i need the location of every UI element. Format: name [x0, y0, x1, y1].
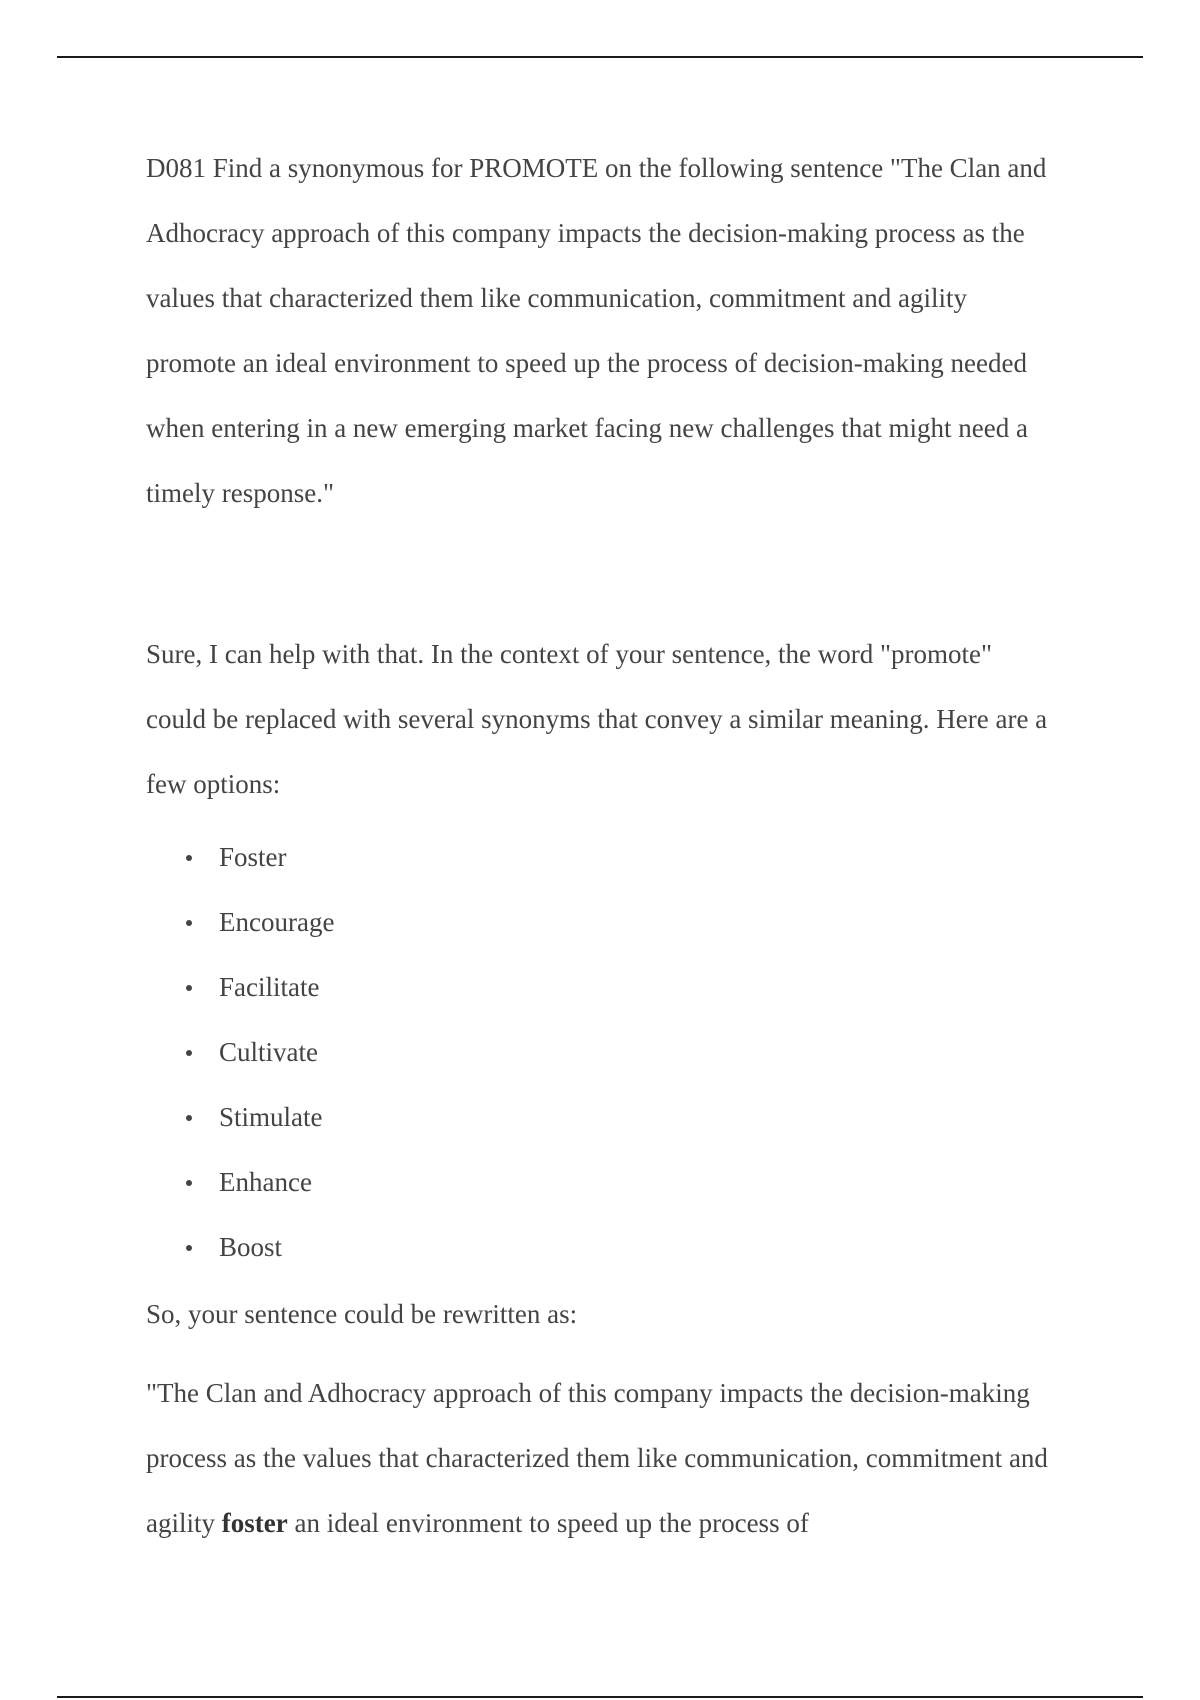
bullet-icon: [186, 985, 192, 991]
bullet-icon: [186, 1050, 192, 1056]
bullet-icon: [186, 1245, 192, 1251]
rewritten-sentence-paragraph: [146, 1361, 1051, 1556]
synonym-label: Foster: [219, 842, 287, 872]
synonym-label: Encourage: [219, 907, 335, 937]
document-body: [146, 136, 1056, 1556]
list-item: [186, 890, 1056, 955]
rewrite-text-before: "The Clan and Adhocracy approach of this company impacts the decision-making process as the values that characterized them like communication, commitment and agility: [146, 1378, 1048, 1538]
list-item: [186, 1020, 1056, 1085]
synonym-label: Cultivate: [219, 1037, 318, 1067]
list-item: [186, 1085, 1056, 1150]
rewrite-intro-paragraph: So, your sentence could be rewritten as:: [146, 1299, 578, 1329]
answer-intro-paragraph: Sure, I can help with that. In the context of your sentence, the word "promote" could be replaced with several synonyms that convey a similar meaning. Here are a few options:: [146, 639, 1048, 799]
list-item: [186, 1215, 1056, 1280]
list-item: [186, 825, 1056, 890]
list-item: [186, 1150, 1056, 1215]
synonym-label: Stimulate: [219, 1102, 323, 1132]
synonym-label: Boost: [219, 1232, 283, 1262]
question-paragraph: D081 Find a synonymous for PROMOTE on the following sentence "The Clan and Adhocracy approach of this company impacts the decision-making process as the values that characterized them like communication, commitment and agility promote an ideal environment to speed up the process of decision-making needed when entering in a new emerging market facing new challenges that might need a timely response.": [146, 153, 1047, 508]
synonym-label: Facilitate: [219, 972, 320, 1002]
synonym-list: [146, 825, 1056, 1280]
synonym-label: Enhance: [219, 1167, 312, 1197]
rewrite-highlight-word: foster: [221, 1508, 288, 1538]
list-item: [186, 955, 1056, 1020]
bullet-icon: [186, 1115, 192, 1121]
top-divider: [57, 56, 1143, 58]
bullet-icon: [186, 920, 192, 926]
bottom-divider: [57, 1696, 1143, 1698]
bullet-icon: [186, 1180, 192, 1186]
rewrite-text-after: an ideal environment to speed up the process of: [287, 1508, 809, 1538]
bullet-icon: [186, 855, 192, 861]
